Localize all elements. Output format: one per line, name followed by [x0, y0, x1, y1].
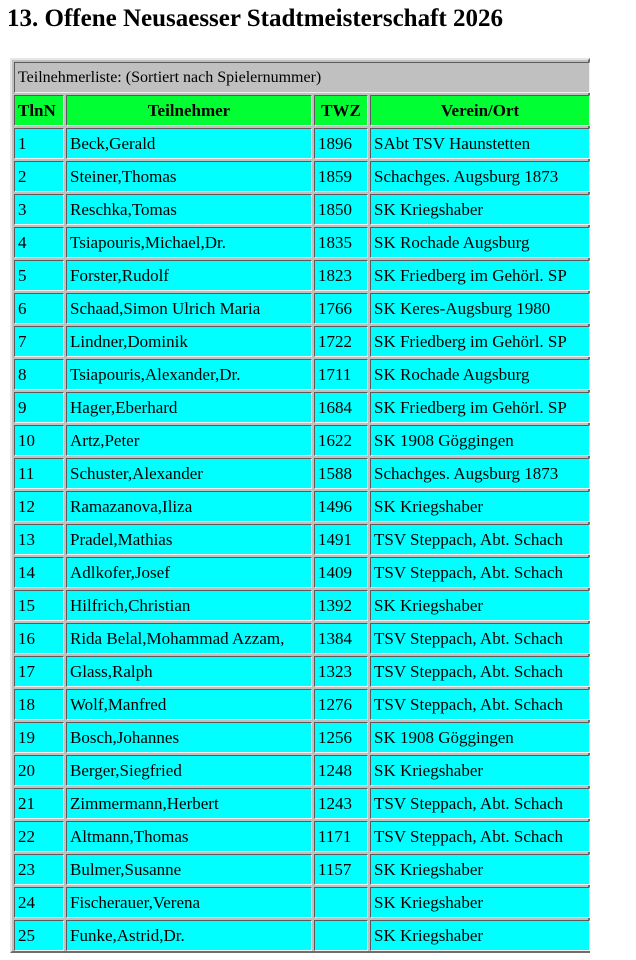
cell-nr: 18	[14, 689, 64, 720]
table-row	[14, 260, 590, 291]
cell-nr: 10	[14, 425, 64, 456]
cell-verein: SK 1908 Göggingen	[370, 722, 590, 753]
cell-verein: SK Friedberg im Gehörl. SP	[370, 392, 590, 423]
cell-verein: TSV Steppach, Abt. Schach	[370, 821, 590, 852]
cell-name: Pradel,Mathias	[66, 524, 312, 555]
cell-nr: 3	[14, 194, 64, 225]
cell-twz: 1256	[314, 722, 368, 753]
cell-nr: 7	[14, 326, 64, 357]
cell-verein: SK Rochade Augsburg	[370, 359, 590, 390]
cell-verein: SK Kriegshaber	[370, 194, 590, 225]
cell-name: Ramazanova,Iliza	[66, 491, 312, 522]
cell-name: Tsiapouris,Michael,Dr.	[66, 227, 312, 258]
cell-verein: SK Rochade Augsburg	[370, 227, 590, 258]
table-row	[14, 656, 590, 687]
cell-twz: 1409	[314, 557, 368, 588]
cell-verein: SK 1908 Göggingen	[370, 425, 590, 456]
cell-name: Hager,Eberhard	[66, 392, 312, 423]
cell-twz: 1384	[314, 623, 368, 654]
cell-nr: 17	[14, 656, 64, 687]
cell-verein: TSV Steppach, Abt. Schach	[370, 656, 590, 687]
cell-name: Lindner,Dominik	[66, 326, 312, 357]
table-row	[14, 821, 590, 852]
header-row	[14, 95, 590, 126]
cell-name: Bosch,Johannes	[66, 722, 312, 753]
cell-verein: SK Keres-Augsburg 1980	[370, 293, 590, 324]
cell-twz: 1766	[314, 293, 368, 324]
table-row	[14, 920, 590, 951]
cell-name: Artz,Peter	[66, 425, 312, 456]
cell-verein: TSV Steppach, Abt. Schach	[370, 689, 590, 720]
cell-twz: 1896	[314, 128, 368, 159]
table-caption: Teilnehmerliste: (Sortiert nach Spielernummer)	[14, 62, 590, 93]
table-row	[14, 293, 590, 324]
table-row	[14, 359, 590, 390]
table-row	[14, 425, 590, 456]
table-row	[14, 392, 590, 423]
cell-nr: 20	[14, 755, 64, 786]
cell-verein: SK Kriegshaber	[370, 755, 590, 786]
cell-nr: 25	[14, 920, 64, 951]
page-title: 13. Offene Neusaesser Stadtmeisterschaft 2026	[7, 5, 503, 32]
cell-twz: 1588	[314, 458, 368, 489]
cell-nr: 21	[14, 788, 64, 819]
cell-verein: SK Friedberg im Gehörl. SP	[370, 260, 590, 291]
cell-verein: Schachges. Augsburg 1873	[370, 458, 590, 489]
table-body	[14, 128, 590, 951]
cell-name: Steiner,Thomas	[66, 161, 312, 192]
cell-verein: TSV Steppach, Abt. Schach	[370, 623, 590, 654]
table-row	[14, 128, 590, 159]
cell-nr: 14	[14, 557, 64, 588]
cell-name: Beck,Gerald	[66, 128, 312, 159]
cell-verein: SK Kriegshaber	[370, 590, 590, 621]
cell-name: Altmann,Thomas	[66, 821, 312, 852]
cell-nr: 16	[14, 623, 64, 654]
table-row	[14, 458, 590, 489]
cell-twz: 1496	[314, 491, 368, 522]
cell-name: Reschka,Tomas	[66, 194, 312, 225]
cell-twz: 1392	[314, 590, 368, 621]
cell-verein: SK Kriegshaber	[370, 920, 590, 951]
cell-verein: TSV Steppach, Abt. Schach	[370, 788, 590, 819]
cell-twz: 1835	[314, 227, 368, 258]
cell-twz: 1622	[314, 425, 368, 456]
cell-name: Adlkofer,Josef	[66, 557, 312, 588]
table-row	[14, 194, 590, 225]
cell-nr: 15	[14, 590, 64, 621]
table-row	[14, 557, 590, 588]
cell-twz: 1711	[314, 359, 368, 390]
cell-nr: 1	[14, 128, 64, 159]
cell-name: Wolf,Manfred	[66, 689, 312, 720]
cell-nr: 24	[14, 887, 64, 918]
cell-nr: 9	[14, 392, 64, 423]
table-row	[14, 689, 590, 720]
table-row	[14, 755, 590, 786]
cell-twz: 1323	[314, 656, 368, 687]
column-header-tlnn: TlnN	[14, 95, 64, 126]
cell-nr: 4	[14, 227, 64, 258]
cell-verein: SK Kriegshaber	[370, 854, 590, 885]
cell-name: Glass,Ralph	[66, 656, 312, 687]
cell-nr: 5	[14, 260, 64, 291]
table-row	[14, 491, 590, 522]
table-row	[14, 887, 590, 918]
cell-twz: 1850	[314, 194, 368, 225]
cell-name: Fischerauer,Verena	[66, 887, 312, 918]
cell-twz: 1248	[314, 755, 368, 786]
cell-nr: 23	[14, 854, 64, 885]
table-row	[14, 788, 590, 819]
cell-twz: 1276	[314, 689, 368, 720]
cell-verein: SK Friedberg im Gehörl. SP	[370, 326, 590, 357]
column-header-twz: TWZ	[314, 95, 368, 126]
cell-twz: 1171	[314, 821, 368, 852]
cell-twz: 1722	[314, 326, 368, 357]
cell-name: Schuster,Alexander	[66, 458, 312, 489]
cell-name: Forster,Rudolf	[66, 260, 312, 291]
caption-row	[14, 62, 590, 93]
cell-twz: 1243	[314, 788, 368, 819]
cell-verein: SAbt TSV Haunstetten	[370, 128, 590, 159]
cell-nr: 8	[14, 359, 64, 390]
cell-name: Bulmer,Susanne	[66, 854, 312, 885]
cell-twz: 1491	[314, 524, 368, 555]
cell-name: Rida Belal,Mohammad Azzam,	[66, 623, 312, 654]
cell-nr: 13	[14, 524, 64, 555]
cell-name: Berger,Siegfried	[66, 755, 312, 786]
cell-verein: SK Kriegshaber	[370, 887, 590, 918]
cell-name: Zimmermann,Herbert	[66, 788, 312, 819]
cell-nr: 22	[14, 821, 64, 852]
cell-nr: 2	[14, 161, 64, 192]
cell-verein: SK Kriegshaber	[370, 491, 590, 522]
cell-nr: 19	[14, 722, 64, 753]
cell-twz	[314, 887, 368, 918]
cell-twz: 1157	[314, 854, 368, 885]
cell-twz: 1823	[314, 260, 368, 291]
cell-name: Hilfrich,Christian	[66, 590, 312, 621]
cell-nr: 11	[14, 458, 64, 489]
cell-twz	[314, 920, 368, 951]
cell-verein: Schachges. Augsburg 1873	[370, 161, 590, 192]
participant-table	[12, 60, 592, 953]
table-row	[14, 161, 590, 192]
cell-name: Funke,Astrid,Dr.	[66, 920, 312, 951]
cell-nr: 6	[14, 293, 64, 324]
cell-nr: 12	[14, 491, 64, 522]
table-row	[14, 524, 590, 555]
cell-twz: 1859	[314, 161, 368, 192]
column-header-teilnehmer: Teilnehmer	[66, 95, 312, 126]
cell-verein: TSV Steppach, Abt. Schach	[370, 557, 590, 588]
table-row	[14, 854, 590, 885]
cell-verein: TSV Steppach, Abt. Schach	[370, 524, 590, 555]
table-row	[14, 590, 590, 621]
table-row	[14, 326, 590, 357]
cell-name: Tsiapouris,Alexander,Dr.	[66, 359, 312, 390]
participant-table-frame	[10, 58, 590, 953]
table-row	[14, 623, 590, 654]
cell-name: Schaad,Simon Ulrich Maria	[66, 293, 312, 324]
table-row	[14, 722, 590, 753]
column-header-verein: Verein/Ort	[370, 95, 590, 126]
table-row	[14, 227, 590, 258]
cell-twz: 1684	[314, 392, 368, 423]
